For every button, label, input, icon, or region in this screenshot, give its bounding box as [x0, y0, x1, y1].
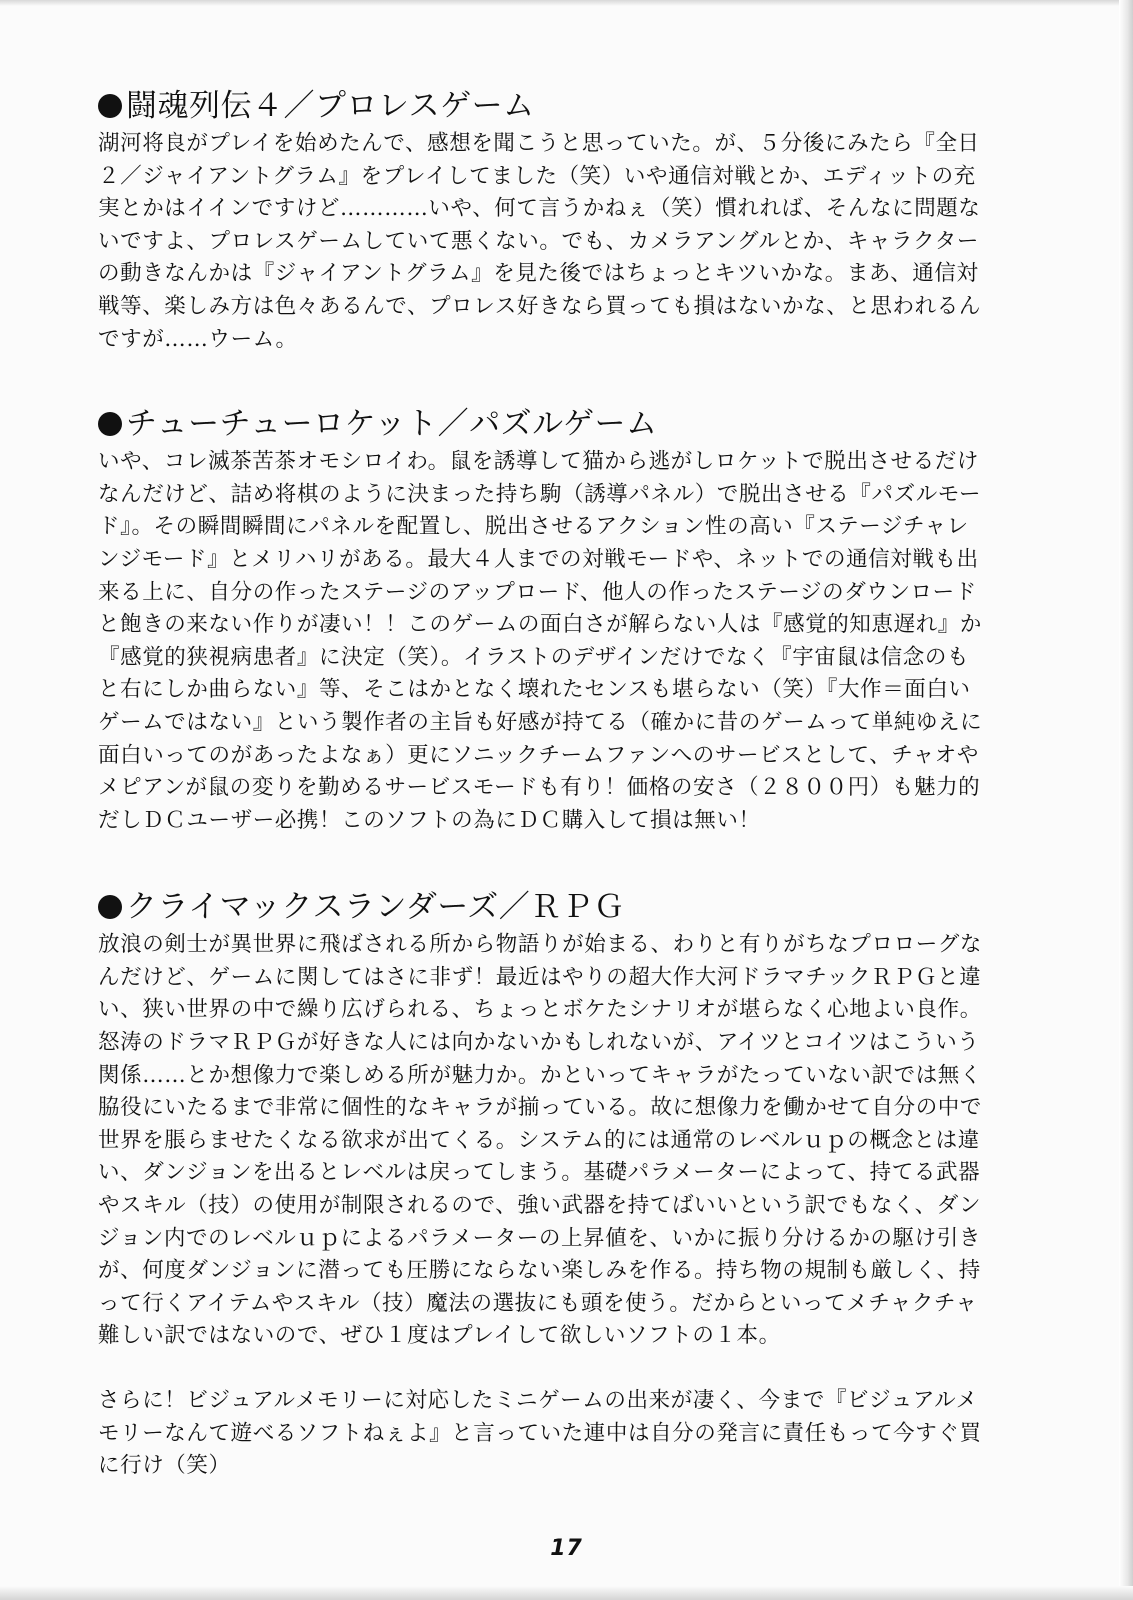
paragraph-line: い、ダンジョンを出るとレベルは戻ってしまう。基礎パラメーターによって、持てる武器	[98, 1160, 981, 1186]
paragraph-line: ２／ジャイアントグラム』をプレイしてました（笑）いや通信対戦とか、エディットの充	[98, 163, 976, 189]
paragraph-line: メピアンが鼠の変りを勤めるサービスモードも有り！価格の安さ（２８００円）も魅力的	[98, 775, 981, 801]
section-paragraph	[98, 128, 1058, 356]
paragraph-line: 『感覚的狭視病患者』に決定（笑）。イラストのデザインだけでなく『宇宙鼠は信念のも	[98, 644, 970, 670]
closing-note	[98, 1385, 1058, 1483]
section-heading	[98, 402, 1058, 446]
paragraph-line: と飽きの来ない作りが凄い！！このゲームの面白さが解らない人は『感覚的知恵遅れ』か	[98, 612, 983, 638]
paragraph-line: と右にしか曲らない』等、そこはかとなく壊れたセンスも堪らない（笑）『大作＝面白い	[98, 677, 971, 703]
bullet-icon	[98, 94, 122, 118]
paragraph-line: 面白いってのがあったよなぁ）更にソニックチームファンへのサービスとして、チャオや	[98, 742, 979, 768]
section-heading-text: チューチューロケット／パズルゲーム	[126, 406, 658, 443]
paragraph-line: ゲームではない』という製作者の主旨も好感が持てる（確かに昔のゲームって単純ゆえに	[98, 709, 983, 735]
section-paragraph	[98, 929, 1058, 1353]
paragraph-line: いですよ、プロレスゲームしていて悪くない。でも、カメラアングルとか、キャラクター	[98, 228, 979, 254]
paragraph-line: 戦等、楽しみ方は色々あるんで、プロレス好きなら買っても損はないかな、と思われるん	[98, 293, 981, 319]
scan-edge-right	[1119, 0, 1133, 1600]
paragraph-line: って行くアイテムやスキル（技）魔法の選抜にも頭を使う。だからといってメチャクチャ	[98, 1290, 978, 1316]
scan-edge-top	[0, 0, 1133, 6]
paragraph-line: さらに！ビジュアルメモリーに対応したミニゲームの出来が凄く、今まで『ビジュアルメ	[98, 1388, 978, 1413]
paragraph-line: い、狭い世界の中で繰り広げられる、ちょっとボケたシナリオが堪らなく心地よい良作。	[98, 997, 982, 1023]
paragraph-line: 関係……とか想像力で楽しめる所が魅力か。かといってキャラがたっていない訳では無く	[98, 1062, 983, 1088]
paragraph-line: ンジモード』とメリハリがある。最大４人までの対戦モードや、ネットでの通信対戦も出	[98, 546, 979, 572]
bullet-icon	[98, 895, 122, 919]
review-section-tokon-retsuden	[98, 84, 1058, 356]
paragraph-line: に行け（笑）	[98, 1453, 231, 1479]
paragraph-line: 湖河将良がプレイを始めたんで、感想を聞こうと思っていた。が、５分後にみたら『全日	[98, 131, 980, 156]
paragraph-line: 来る上に、自分の作ったステージのアップロード、他人の作ったステージのダウンロード	[98, 579, 977, 605]
scan-edge-bottom	[0, 1586, 1133, 1600]
section-heading	[98, 885, 1058, 929]
paragraph-line: いや、コレ滅茶苦茶オモシロイわ。鼠を誘導して猫から逃がしロケットで脱出させるだけ	[98, 449, 979, 475]
paragraph-line: なんだけど、詰め将棋のように決まった持ち駒（誘導パネル）で脱出させる『パズルモー	[98, 481, 982, 507]
article-body	[98, 84, 1058, 1483]
section-heading	[98, 84, 1058, 128]
bullet-icon	[98, 412, 122, 436]
paragraph-line: ですが……ウーム。	[98, 326, 298, 352]
review-section-climax-landers	[98, 885, 1058, 1353]
section-paragraph	[98, 446, 1058, 837]
paragraph-line: ド』。その瞬間瞬間にパネルを配置し、脱出させるアクション性の高い『ステージチャレ	[98, 514, 969, 540]
paragraph-line: 難しい訳ではないので、ぜひ１度はプレイして欲しいソフトの１本。	[98, 1323, 781, 1349]
section-heading-text: クライマックスランダーズ／ＲＰＧ	[126, 889, 625, 926]
closing-paragraph	[98, 1385, 1058, 1483]
paragraph-line: が、何度ダンジョンに潜っても圧勝にならない楽しみを作る。持ち物の規制も厳しく、持	[98, 1258, 981, 1284]
paragraph-line: 脇役にいたるまで非常に個性的なキャラが揃っている。故に想像力を働かせて自分の中で	[98, 1095, 983, 1121]
paragraph-line: 放浪の剣士が異世界に飛ばされる所から物語りが始まる、わりと有りがちなプロローグな	[98, 932, 983, 958]
paragraph-line: モリーなんて遊べるソフトねぇよ』と言っていた連中は自分の発言に責任もって今すぐ買	[98, 1420, 982, 1446]
paragraph-line: 世界を脹らませたくなる欲求が出てくる。システム的には通常のレベルｕｐの概念とは違	[98, 1127, 980, 1153]
review-section-chuchu-rocket	[98, 402, 1058, 837]
paragraph-line: だしＤＣユーザー必携！このソフトの為にＤＣ購入して損は無い！	[98, 807, 761, 833]
paragraph-line: ジョン内でのレベルｕｐによるパラメーターの上昇値を、いかに振り分けるかの駆け引き	[98, 1225, 981, 1251]
paragraph-line: んだけど、ゲームに関してはさに非ず！最近はやりの超大作大河ドラマチックＲＰＧと違	[98, 964, 982, 990]
paragraph-line: 実とかはイインですけど…………いや、何て言うかねぇ（笑）慣れれば、そんなに問題な	[98, 196, 981, 222]
section-heading-text: 闘魂列伝４／プロレスゲーム	[126, 88, 535, 124]
paragraph-line: 怒涛のドラマＲＰＧが好きな人には向かないかもしれないが、アイツとコイツはこういう	[98, 1030, 980, 1056]
page-number: 17	[550, 1536, 583, 1561]
paragraph-line: の動きなんかは『ジャイアントグラム』を見た後ではちょっとキツいかな。まあ、通信対	[98, 261, 979, 287]
paragraph-line: やスキル（技）の使用が制限されるので、強い武器を持てばいいという訳でもなく、ダン	[98, 1193, 982, 1219]
